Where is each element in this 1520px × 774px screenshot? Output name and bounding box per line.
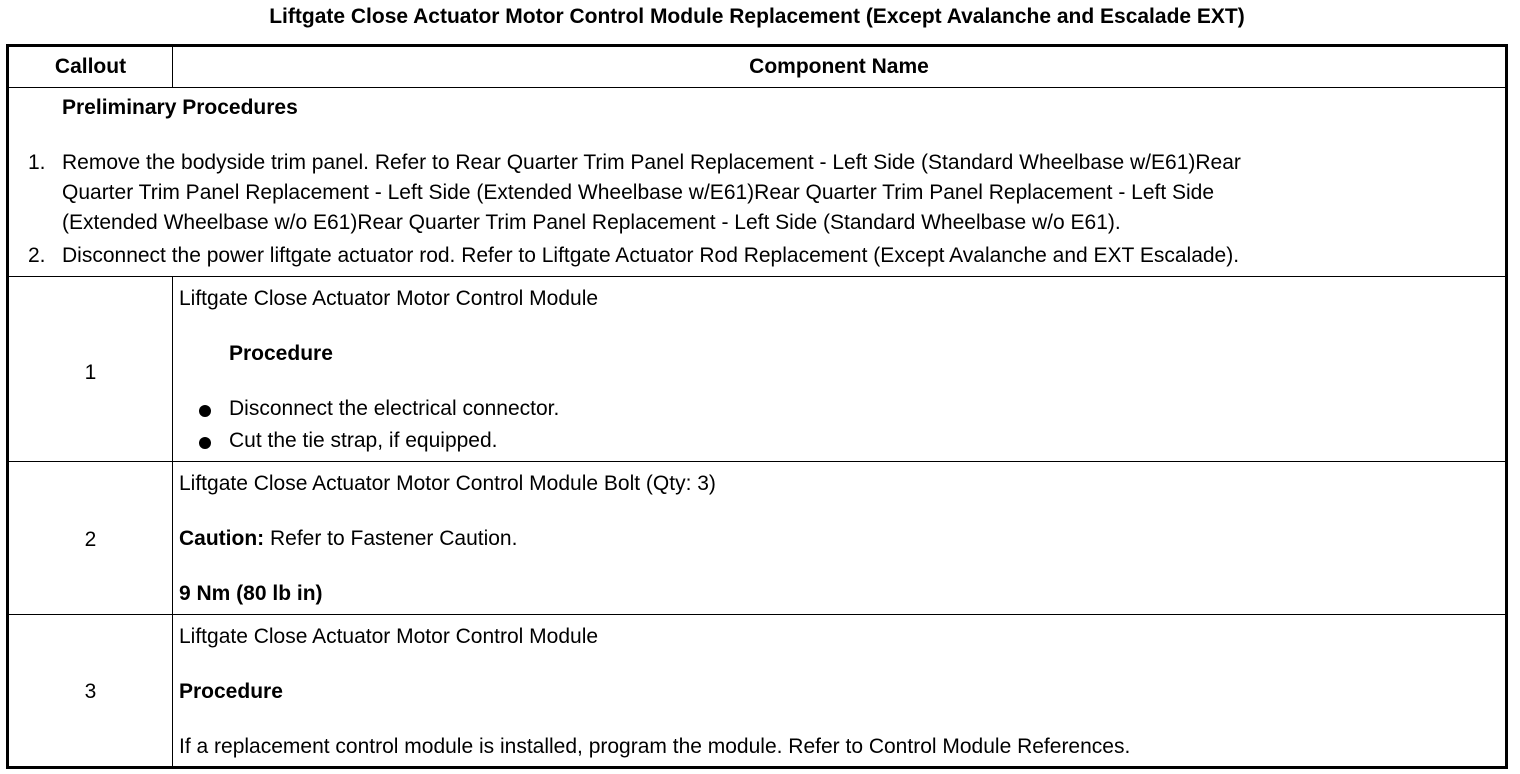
- row-divider: [9, 276, 1505, 277]
- row-divider: [9, 614, 1505, 615]
- bullet-icon: [199, 437, 211, 449]
- callout-number: 1: [84, 361, 97, 384]
- caution-note: [179, 524, 517, 554]
- procedure-table: [6, 44, 1508, 769]
- callout-number: 2: [84, 528, 97, 551]
- document-title: Liftgate Close Actuator Motor Control Module Replacement (Except Avalanche and Escalade EXT): [269, 5, 1245, 28]
- caution-label: Caution:: [179, 527, 265, 550]
- step-text-line: Quarter Trim Panel Replacement - Left Side (Extended Wheelbase w/E61)Rear Quarter Trim Panel Replacement - Left Side: [62, 181, 1215, 204]
- header-divider: [9, 87, 1505, 88]
- step-number: 1.: [28, 151, 46, 174]
- step-text-line: (Extended Wheelbase w/o E61)Rear Quarter Trim Panel Replacement - Left Side (Standard Wheelbase w/o E61).: [62, 211, 1121, 234]
- row-divider: [9, 461, 1505, 462]
- procedure-note: If a replacement control module is installed, program the module. Refer to Control Module References.: [179, 735, 1131, 758]
- step-text-line: Disconnect the power liftgate actuator rod. Refer to Liftgate Actuator Rod Replacement (Except Avalanche and EXT Escalade).: [62, 244, 1240, 267]
- component-name: Liftgate Close Actuator Motor Control Module: [179, 287, 599, 310]
- torque-spec: 9 Nm (80 lb in): [179, 582, 323, 605]
- bullet-item: Cut the tie strap, if equipped.: [229, 429, 498, 452]
- column-divider: [172, 276, 173, 769]
- callout-number: 3: [84, 680, 97, 703]
- component-name: Liftgate Close Actuator Motor Control Module Bolt (Qty: 3): [179, 472, 716, 495]
- header-component-name: Component Name: [749, 55, 929, 78]
- caution-text: Refer to Fastener Caution.: [264, 527, 518, 550]
- procedure-heading: Procedure: [229, 342, 333, 365]
- header-callout: Callout: [54, 55, 127, 78]
- procedure-heading: Procedure: [179, 680, 283, 703]
- bullet-icon: [199, 405, 211, 417]
- step-text-line: Remove the bodyside trim panel. Refer to Rear Quarter Trim Panel Replacement - Left Side (Standard Wheelbase w/E61)Rear: [62, 151, 1241, 174]
- bullet-item: Disconnect the electrical connector.: [229, 397, 560, 420]
- step-number: 2.: [28, 244, 46, 267]
- component-name: Liftgate Close Actuator Motor Control Module: [179, 625, 599, 648]
- preliminary-heading: Preliminary Procedures: [62, 96, 298, 119]
